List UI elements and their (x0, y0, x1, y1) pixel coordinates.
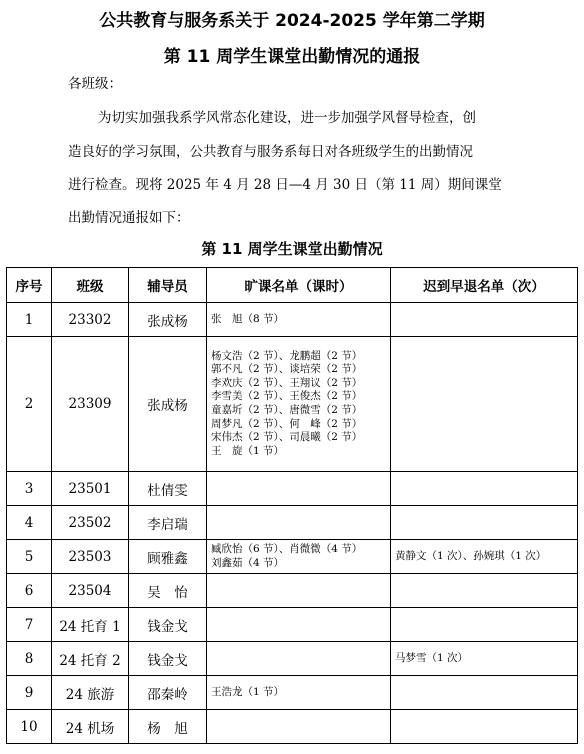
cell-late-list (391, 574, 578, 608)
cell-late-list (391, 506, 578, 540)
absent-entry: 宋伟杰（2 节）、司晨曦（2 节） (211, 431, 363, 444)
cell-counselor: 顾雅鑫 (129, 540, 207, 574)
cell-counselor: 钱金戈 (129, 642, 207, 676)
cell-index: 5 (7, 540, 52, 574)
cell-index: 3 (7, 472, 52, 506)
cell-counselor: 钱金戈 (129, 608, 207, 642)
table-row (7, 337, 578, 472)
cell-class: 23501 (52, 472, 129, 506)
table-row (7, 608, 578, 642)
cell-index: 2 (7, 337, 52, 472)
body-line-2: 造良好的学习氛围，公共教育与服务系每日对各班级学生的出勤情况 (68, 144, 473, 160)
body-line-4: 出勤情况通报如下： (68, 210, 190, 226)
cell-counselor: 张成杨 (129, 337, 207, 472)
body-line-3: 进行检查。现将 2025 年 4 月 28 日—4 月 30 日（第 11 周）期间课堂 (68, 177, 502, 193)
late-entry: 黄静文（1 次）、孙婉琪（1 次） (395, 549, 547, 562)
cell-late-list (391, 472, 578, 506)
late-entry: 马梦雪（1 次） (395, 651, 469, 664)
table-body (7, 303, 578, 744)
cell-late-list (391, 540, 578, 574)
cell-class: 23309 (52, 337, 129, 472)
table-row (7, 574, 578, 608)
cell-index: 4 (7, 506, 52, 540)
cell-absent-list (207, 642, 391, 676)
absent-entry: 童嘉圻（2 节）、唐微雪（2 节） (211, 404, 363, 416)
cell-late-list (391, 303, 578, 337)
cell-absent-list (207, 303, 391, 337)
table-row (7, 540, 578, 574)
cell-absent-list (207, 540, 391, 574)
table-row (7, 676, 578, 710)
cell-index: 1 (7, 303, 52, 337)
cell-absent-list (207, 472, 391, 506)
table-row (7, 472, 578, 506)
table-header-row (7, 268, 578, 303)
table-row (7, 642, 578, 676)
cell-counselor: 张成杨 (129, 303, 207, 337)
attendance-table (6, 267, 578, 744)
header-class: 班级 (52, 268, 129, 303)
cell-counselor: 杜倩雯 (129, 472, 207, 506)
table-row (7, 710, 578, 744)
cell-late-list (391, 676, 578, 710)
header-counselor: 辅导员 (129, 268, 207, 303)
document-title-line1: 公共教育与服务系关于 2024-2025 学年第二学期 (99, 11, 485, 31)
cell-absent-list (207, 710, 391, 744)
absent-entry: 杨文浩（2 节）、龙鹏超（2 节） (211, 349, 363, 362)
absent-entry: 李雪美（2 节）、王俊杰（2 节） (211, 390, 363, 403)
absent-entry: 王 旋（1 节） (211, 444, 285, 457)
cell-late-list (391, 642, 578, 676)
table-row (7, 303, 578, 337)
body-line-1: 为切实加强我系学风常态化建设，进一步加强学风督导检查，创 (98, 110, 476, 126)
cell-counselor: 邵秦岭 (129, 676, 207, 710)
cell-class: 24 托育 1 (52, 608, 129, 642)
cell-absent-list (207, 574, 391, 608)
cell-absent-list (207, 676, 391, 710)
table-row (7, 506, 578, 540)
cell-class: 24 旅游 (52, 676, 129, 710)
cell-index: 8 (7, 642, 52, 676)
cell-absent-list (207, 506, 391, 540)
document-title-line2: 第 11 周学生课堂出勤情况的通报 (163, 47, 421, 67)
cell-class: 23502 (52, 506, 129, 540)
cell-counselor: 杨 旭 (129, 710, 207, 744)
cell-late-list (391, 710, 578, 744)
cell-class: 23503 (52, 540, 129, 574)
absent-entry: 王浩龙（1 节） (211, 685, 285, 698)
cell-class: 23504 (52, 574, 129, 608)
header-absent: 旷课名单（课时） (207, 268, 391, 303)
cell-class: 24 托育 2 (52, 642, 129, 676)
cell-index: 7 (7, 608, 52, 642)
cell-index: 6 (7, 574, 52, 608)
absent-entry: 张 旭（8 节） (211, 312, 285, 325)
cell-counselor: 李启瑞 (129, 506, 207, 540)
table-title: 第 11 周学生课堂出勤情况 (201, 240, 383, 258)
cell-late-list (391, 608, 578, 642)
cell-class: 23302 (52, 303, 129, 337)
cell-class: 24 机场 (52, 710, 129, 744)
header-index: 序号 (7, 268, 52, 303)
cell-index: 9 (7, 676, 52, 710)
cell-index: 10 (7, 710, 52, 744)
salutation: 各班级： (68, 76, 122, 92)
cell-absent-list (207, 608, 391, 642)
absent-entry: 郭不凡（2 节）、谈培荣（2 节） (211, 363, 363, 376)
cell-late-list (391, 337, 578, 472)
absent-entry: 李欢庆（2 节）、王翔议（2 节） (211, 376, 363, 389)
absent-entry: 周梦凡（2 节）、何 峰（2 节） (211, 417, 363, 430)
absent-entry: 臧欣怡（6 节）、肖微微（4 节） (211, 542, 363, 555)
absent-entry: 刘鑫茹（4 节） (211, 556, 285, 569)
cell-absent-list (207, 337, 391, 472)
cell-counselor: 吴 怡 (129, 574, 207, 608)
header-late: 迟到早退名单（次） (391, 268, 578, 303)
